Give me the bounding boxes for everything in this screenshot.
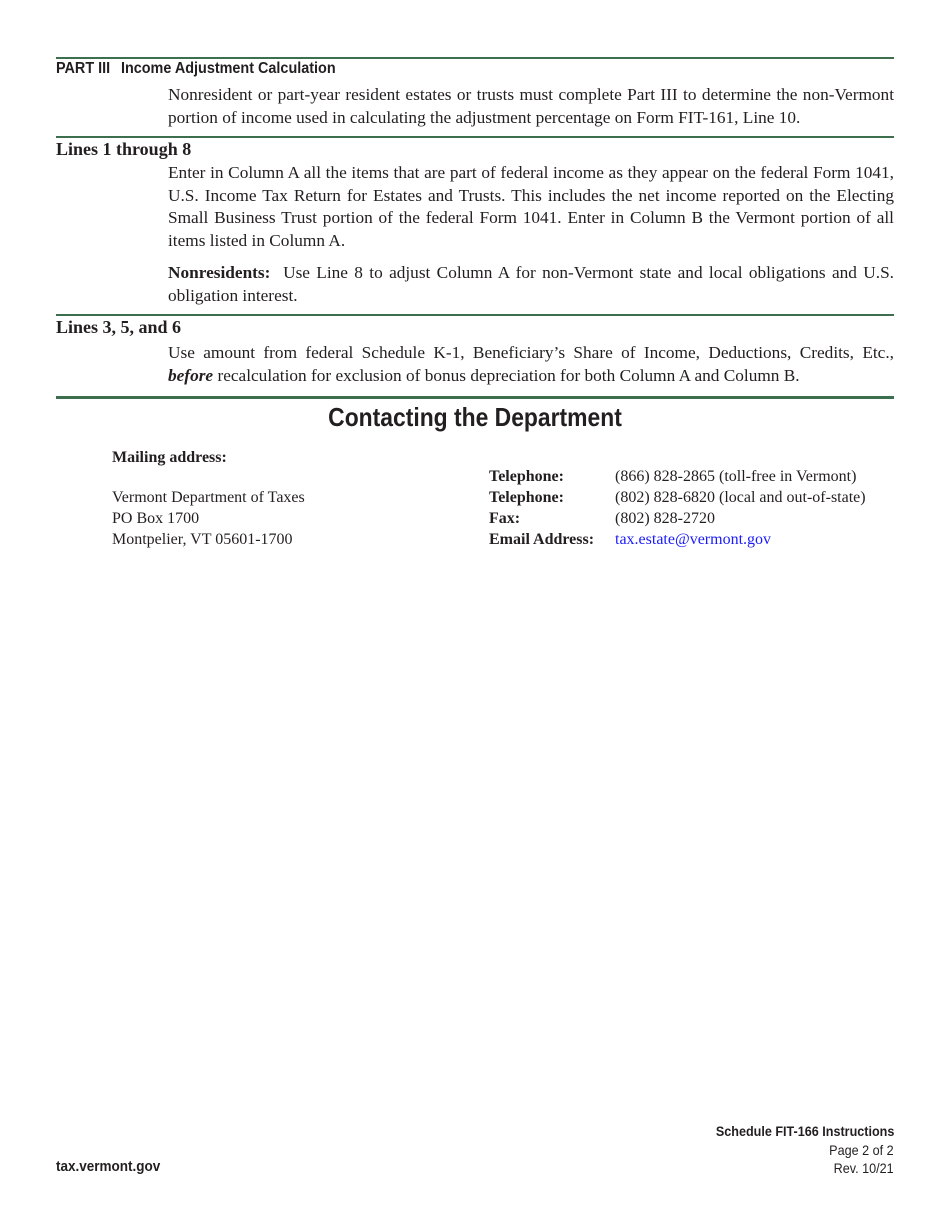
address-line-1: Vermont Department of Taxes <box>112 489 305 506</box>
contact-row-email <box>489 531 771 549</box>
contact-title: Contacting the Department <box>328 402 622 432</box>
contact-row-telephone-tollfree <box>489 468 856 486</box>
part-iii-heading <box>56 60 336 78</box>
divider-lines-1-8 <box>56 136 894 138</box>
lines-1-8-text: Enter in Column A all the items that are part of federal income as they appear on the federal Form 1041, U.S. Income Tax Return for Estates and Trusts. This includes the net income reported on the Electing Small Business Trust portion of the federal Form 1041. Enter in Column B the Vermont portion of all items listed in Column A. <box>168 163 894 250</box>
address-line-3: Montpelier, VT 05601-1700 <box>112 531 293 548</box>
divider-top <box>56 57 894 59</box>
footer-page-number: Page 2 of 2 <box>829 1142 894 1158</box>
part-iii-text: Nonresident or part-year resident estates or trusts must complete Part III to determine the non-Vermont portion of income used in calculating the adjustment percentage on Form FIT-161, Line 10. <box>168 85 894 127</box>
contact-label: Telephone: <box>489 489 564 506</box>
part-title: Income Adjustment Calculation <box>120 60 336 77</box>
footer-doc-title: Schedule FIT-166 Instructions <box>715 1123 894 1139</box>
contact-label: Telephone: <box>489 468 564 485</box>
nonresidents-label: Nonresidents: <box>168 263 271 282</box>
divider-contact <box>56 396 894 399</box>
contact-label: Email Address: <box>489 531 595 548</box>
lines-3-5-6-text-before: Use amount from federal Schedule K-1, Beneficiary’s Share of Income, Deductions, Credits, Etc., <box>168 343 894 362</box>
contact-value: (802) 828-6820 (local and out-of-state) <box>615 489 866 506</box>
footer-revision: Rev. 10/21 <box>833 1160 894 1176</box>
lines-1-8-heading: Lines 1 through 8 <box>56 139 192 159</box>
contact-row-telephone-local <box>489 489 866 507</box>
part-label: PART III <box>56 60 111 77</box>
contact-value: (802) 828-2720 <box>615 510 715 527</box>
nonresidents-text: Use Line 8 to adjust Column A for non-Vermont state and local obligations and U.S. obligation interest. <box>168 263 894 305</box>
mailing-address-label: Mailing address: <box>112 449 227 466</box>
divider-lines-3-5-6 <box>56 314 894 316</box>
contact-label: Fax: <box>489 510 521 527</box>
footer-website[interactable]: tax.vermont.gov <box>56 1158 161 1175</box>
email-link[interactable]: tax.estate@vermont.gov <box>615 531 772 548</box>
lines-3-5-6-emphasis: before <box>168 365 214 385</box>
lines-3-5-6-text-after: recalculation for exclusion of bonus depreciation for both Column A and Column B. <box>217 365 800 385</box>
address-line-2: PO Box 1700 <box>112 510 200 527</box>
lines-3-5-6-text <box>168 342 894 387</box>
nonresidents-paragraph <box>168 262 894 307</box>
contact-row-fax <box>489 510 715 528</box>
lines-3-5-6-heading: Lines 3, 5, and 6 <box>56 317 182 337</box>
contact-value: (866) 828-2865 (toll-free in Vermont) <box>615 468 857 485</box>
